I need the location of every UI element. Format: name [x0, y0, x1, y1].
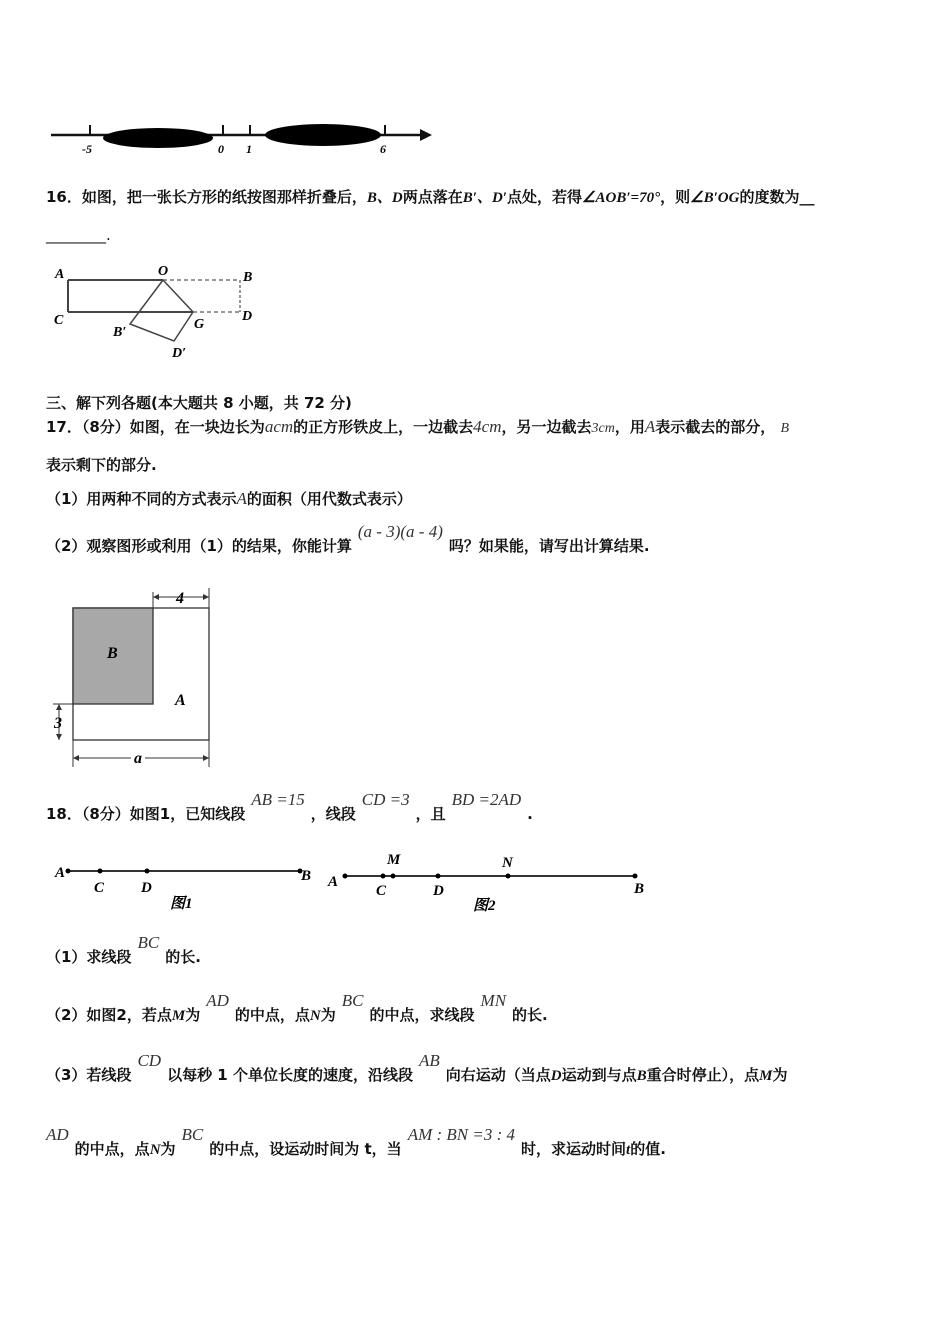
point-label: C	[94, 880, 105, 896]
q16-fold-figure	[50, 258, 270, 368]
point-label: A	[55, 865, 66, 881]
point-label: C	[376, 883, 387, 899]
point-label: N	[502, 855, 513, 871]
q16-answer-blank: ________.	[46, 226, 111, 244]
point-label: D′	[172, 346, 187, 361]
point-label: D	[242, 309, 253, 324]
q18-figure-2	[325, 850, 655, 920]
region-label-B: B	[107, 645, 118, 662]
point-label: A	[328, 874, 339, 890]
q18-part3: （3）若线段CD以每秒 1 个单位长度的速度，沿线段AB向右运动（当点D运动到与点B重合时停止），点M为	[46, 1051, 788, 1084]
tick-label: 1	[246, 142, 252, 156]
tick-label: -5	[82, 142, 92, 156]
q17-part1: （1）用两种不同的方式表示A的面积（用代数式表示）	[46, 489, 412, 508]
q17-text-cont: 表示剩下的部分.	[46, 456, 157, 474]
q17-part2: （2）观察图形或利用（1）的结果，你能计算(a - 3)(a - 4)吗？如果能，请写出计算结果.	[46, 522, 650, 555]
point-label: B	[301, 868, 312, 884]
point-label: G	[194, 317, 205, 332]
q17-text: 17．（8分）如图，在一块边长为acm的正方形铁皮上，一边截去4cm，另一边截去3cm，用A表示截去的部分， B	[46, 417, 790, 436]
tick-label: 0	[218, 142, 224, 156]
q18-part3-cont: AD的中点，点N为BC的中点，设运动时间为 t，当AM : BN =3 : 4时，求运动时间t的值.	[46, 1125, 666, 1158]
q18-part2: （2）如图2，若点M为AD的中点，点N为BC的中点，求线段MN的长.	[46, 991, 548, 1024]
q18-text: 18．（8分）如图1，已知线段AB =15，线段CD =3，且BD =2AD.	[46, 790, 533, 823]
redacted-blot	[103, 128, 213, 148]
dimension-label-4: 4	[176, 590, 184, 607]
q18-part1: （1）求线段BC的长.	[46, 933, 201, 966]
q16-text: 16．如图，把一张长方形的纸按图那样折叠后，B、D两点落在B′、D′点处，若得∠AOB′=70°，则∠B′OG的度数为__	[46, 188, 815, 206]
point-label: M	[387, 852, 401, 868]
point-label: C	[54, 313, 64, 328]
point-label: B	[243, 270, 253, 285]
q18-figure-1	[50, 850, 320, 920]
point-label: D	[141, 880, 152, 896]
redacted-blot	[265, 124, 381, 146]
section-title: 三、解下列各题(本大题共 8 小题，共 72 分)	[46, 394, 352, 412]
dimension-label-a: a	[134, 750, 142, 767]
figure-caption: 图1	[170, 896, 193, 912]
point-label: D	[433, 883, 444, 899]
q17-square-figure	[45, 582, 225, 772]
point-label: B′	[113, 325, 127, 340]
point-label: A	[55, 267, 65, 282]
figure-caption: 图2	[473, 898, 496, 914]
number-line-figure	[48, 120, 438, 160]
point-label: B	[634, 881, 645, 897]
tick-label: 6	[380, 142, 386, 156]
region-label-A: A	[175, 692, 186, 709]
dimension-label-3: 3	[54, 715, 62, 732]
point-label: O	[158, 264, 169, 279]
